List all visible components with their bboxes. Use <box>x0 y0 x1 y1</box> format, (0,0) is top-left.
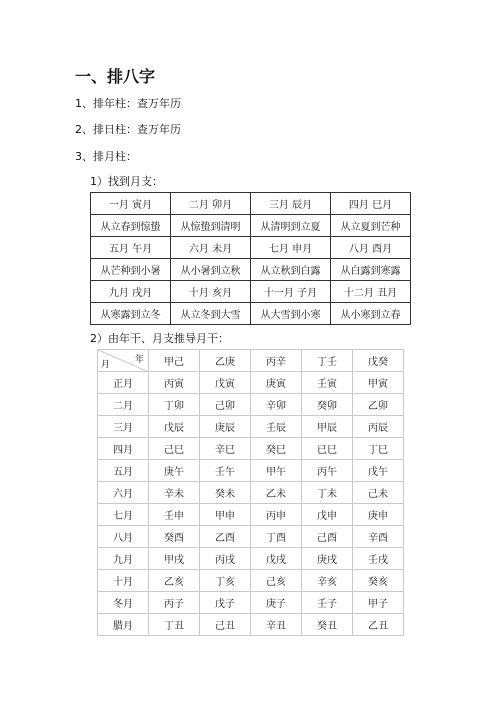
table-cell: 十二月 丑月 <box>331 281 411 303</box>
table-cell: 一月 寅月 <box>91 193 171 215</box>
table-cell: 八月 酉月 <box>331 237 411 259</box>
table-header-row <box>98 350 404 372</box>
year-stem-header: 戊癸 <box>353 350 404 372</box>
table-cell: 壬申 <box>149 504 200 526</box>
table-cell: 丁未 <box>302 482 353 504</box>
substep-derive-month-stem: 2）由年干、月支推导月干： <box>90 332 229 345</box>
table-cell: 壬辰 <box>251 416 302 438</box>
step-year-pillar: 1、排年柱：查万年历 <box>75 97 181 110</box>
table-cell: 辛酉 <box>353 526 404 548</box>
table-row <box>98 394 404 416</box>
table-cell: 乙丑 <box>353 614 404 636</box>
corner-month-label: 月 <box>101 360 111 370</box>
table-cell: 从立冬到大雪 <box>171 303 251 325</box>
table-cell: 十月 亥月 <box>171 281 251 303</box>
table-cell: 丙午 <box>302 460 353 482</box>
table-cell: 从立春到惊蛰 <box>91 215 171 237</box>
table-cell: 乙亥 <box>149 570 200 592</box>
table-cell: 庚戌 <box>302 548 353 570</box>
table-cell: 戊戌 <box>251 548 302 570</box>
table-cell: 癸巳 <box>251 438 302 460</box>
table-cell: 从小暑到立秋 <box>171 259 251 281</box>
month-stem-table <box>97 349 404 636</box>
table-cell: 己卯 <box>200 394 251 416</box>
table-row <box>98 482 404 504</box>
year-stem-header: 丙辛 <box>251 350 302 372</box>
table-cell: 丙子 <box>149 592 200 614</box>
month-label-cell: 冬月 <box>98 592 149 614</box>
table-cell: 甲寅 <box>353 372 404 394</box>
table-cell: 辛巳 <box>200 438 251 460</box>
table-cell: 从立秋到白露 <box>251 259 331 281</box>
table-cell: 癸丑 <box>302 614 353 636</box>
table-cell: 壬子 <box>302 592 353 614</box>
table-row <box>98 570 404 592</box>
table-cell: 癸亥 <box>353 570 404 592</box>
table-row <box>91 237 411 259</box>
table-cell: 丙戌 <box>200 548 251 570</box>
table-row <box>98 416 404 438</box>
table-cell: 戊寅 <box>200 372 251 394</box>
year-stem-header: 乙庚 <box>200 350 251 372</box>
table-cell: 七月 申月 <box>251 237 331 259</box>
table-cell: 甲戌 <box>149 548 200 570</box>
table-row <box>98 614 404 636</box>
table-cell: 丙申 <box>251 504 302 526</box>
corner-header-cell <box>98 350 149 372</box>
table-cell: 乙未 <box>251 482 302 504</box>
table-cell: 乙卯 <box>353 394 404 416</box>
table-cell: 甲午 <box>251 460 302 482</box>
table-cell: 丁亥 <box>200 570 251 592</box>
table-cell: 甲子 <box>353 592 404 614</box>
table-cell: 戊辰 <box>149 416 200 438</box>
table-cell: 丙寅 <box>149 372 200 394</box>
step-day-pillar: 2、排日柱：查万年历 <box>75 123 181 136</box>
table-cell: 甲申 <box>200 504 251 526</box>
page-heading: 一、排八字 <box>75 67 156 86</box>
month-label-cell: 三月 <box>98 416 149 438</box>
year-stem-header: 丁壬 <box>302 350 353 372</box>
table-row <box>91 281 411 303</box>
table-cell: 戊申 <box>302 504 353 526</box>
table-cell: 辛丑 <box>251 614 302 636</box>
table-cell: 二月 卯月 <box>171 193 251 215</box>
table-cell: 己巳 <box>149 438 200 460</box>
table-cell: 从惊蛰到清明 <box>171 215 251 237</box>
table-cell: 九月 戌月 <box>91 281 171 303</box>
table-cell: 壬午 <box>200 460 251 482</box>
table-cell: 戊午 <box>353 460 404 482</box>
table-cell: 癸酉 <box>149 526 200 548</box>
table-cell: 癸未 <box>200 482 251 504</box>
table-row <box>98 460 404 482</box>
table-cell: 从立夏到芒种 <box>331 215 411 237</box>
table-cell: 壬寅 <box>302 372 353 394</box>
table-cell: 从清明到立夏 <box>251 215 331 237</box>
table-row <box>91 303 411 325</box>
table-cell: 六月 未月 <box>171 237 251 259</box>
table-cell: 辛未 <box>149 482 200 504</box>
table-row <box>98 372 404 394</box>
table-cell: 庚辰 <box>200 416 251 438</box>
table-row <box>98 504 404 526</box>
table-cell: 甲辰 <box>302 416 353 438</box>
table-row <box>98 438 404 460</box>
table-cell: 丁丑 <box>149 614 200 636</box>
month-label-cell: 正月 <box>98 372 149 394</box>
table-cell: 庚午 <box>149 460 200 482</box>
table-row <box>98 592 404 614</box>
table-cell: 从寒露到立冬 <box>91 303 171 325</box>
month-label-cell: 十月 <box>98 570 149 592</box>
substep-find-month-branch: 1）找到月支： <box>90 175 163 188</box>
month-label-cell: 腊月 <box>98 614 149 636</box>
table-cell: 癸卯 <box>302 394 353 416</box>
table-cell: 从白露到寒露 <box>331 259 411 281</box>
table-cell: 庚子 <box>251 592 302 614</box>
month-label-cell: 五月 <box>98 460 149 482</box>
table-cell: 庚寅 <box>251 372 302 394</box>
table-row <box>91 259 411 281</box>
table-cell: 己酉 <box>302 526 353 548</box>
month-label-cell: 二月 <box>98 394 149 416</box>
table-cell: 丙辰 <box>353 416 404 438</box>
table-cell: 己未 <box>353 482 404 504</box>
month-label-cell: 四月 <box>98 438 149 460</box>
table-cell: 十一月 子月 <box>251 281 331 303</box>
month-label-cell: 七月 <box>98 504 149 526</box>
table-cell: 五月 午月 <box>91 237 171 259</box>
table-cell: 庚申 <box>353 504 404 526</box>
table-cell: 丁巳 <box>353 438 404 460</box>
step-month-pillar: 3、排月柱： <box>75 150 137 163</box>
table-row <box>91 193 411 215</box>
table-cell: 丁卯 <box>149 394 200 416</box>
table-cell: 己亥 <box>251 570 302 592</box>
table-cell: 壬戌 <box>353 548 404 570</box>
year-stem-header: 甲己 <box>149 350 200 372</box>
table-row <box>98 526 404 548</box>
table-cell: 乙酉 <box>200 526 251 548</box>
table-cell: 己丑 <box>200 614 251 636</box>
table-cell: 辛亥 <box>302 570 353 592</box>
table-cell: 三月 辰月 <box>251 193 331 215</box>
month-label-cell: 八月 <box>98 526 149 548</box>
table-cell: 四月 巳月 <box>331 193 411 215</box>
table-row <box>98 548 404 570</box>
table-cell: 已巳 <box>302 438 353 460</box>
table-cell: 丁酉 <box>251 526 302 548</box>
month-branch-table <box>90 192 411 325</box>
table-cell: 从小寒到立春 <box>331 303 411 325</box>
month-label-cell: 六月 <box>98 482 149 504</box>
table-cell: 从大雪到小寒 <box>251 303 331 325</box>
table-row <box>91 215 411 237</box>
table-cell: 戊子 <box>200 592 251 614</box>
month-label-cell: 九月 <box>98 548 149 570</box>
table-cell: 辛卯 <box>251 394 302 416</box>
table-cell: 从芒种到小暑 <box>91 259 171 281</box>
corner-year-label: 年 <box>134 355 144 365</box>
